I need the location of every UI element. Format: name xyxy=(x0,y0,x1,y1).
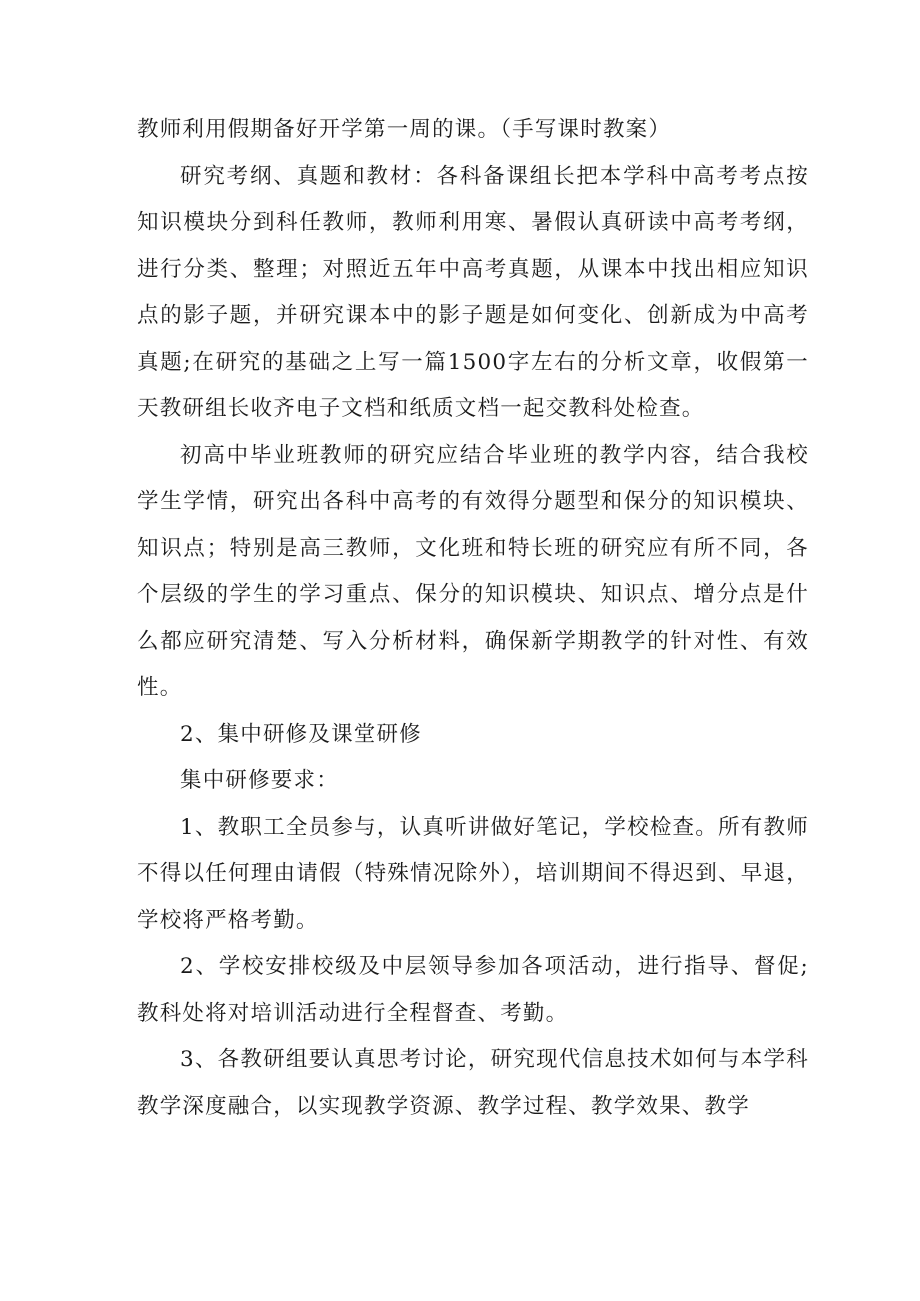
subheading-training-requirements: 集中研修要求： xyxy=(180,768,339,793)
paragraph-lesson-prep: 教师利用假期备好开学第一周的课。（手写课时教案） xyxy=(137,117,672,142)
requirement-item-1: 1、教职工全员参与，认真听讲做好笔记，学校检查。所有教师不得以任何理由请假（特殊情况除外），培训期间不得迟到、早退，学校将严格考勤。 xyxy=(137,814,809,933)
requirement-item-2: 2、学校安排校级及中层领导参加各项活动，进行指导、督促;教科处将对培训活动进行全程督查、考勤。 xyxy=(137,954,809,1026)
paragraph-graduating-class: 初高中毕业班教师的研究应结合毕业班的教学内容，结合我校学生学情，研究出各科中高考的有效得分题型和保分的知识模块、知识点；特别是高三教师，文化班和特长班的研究应有所不同，各个层级的学生的学习重点、保分的知识模块、知识点、增分点是什么都应研究清楚、写入分析材料，确保新学期教学的针对性、有效性。 xyxy=(137,442,809,700)
paragraph-exam-research: 研究考纲、真题和教材：各科备课组长把本学科中高考考点按知识模块分到科任教师，教师利用寒、暑假认真研读中高考考纲，进行分类、整理；对照近五年中高考真题，从课本中找出相应知识点的影子题，并研究课本中的影子题是如何变化、创新成为中高考真题;在研究的基础之上写一篇1500字左右的分析文章，收假第一天教研组长收齐电子文档和纸质文档一起交教科处检查。 xyxy=(137,163,809,421)
document-body xyxy=(137,107,809,1130)
requirement-item-3: 3、各教研组要认真思考讨论，研究现代信息技术如何与本学科教学深度融合，以实现教学资源、教学过程、教学效果、教学 xyxy=(137,1047,809,1119)
section-heading-centralized-training: 2、集中研修及课堂研修 xyxy=(180,721,422,747)
